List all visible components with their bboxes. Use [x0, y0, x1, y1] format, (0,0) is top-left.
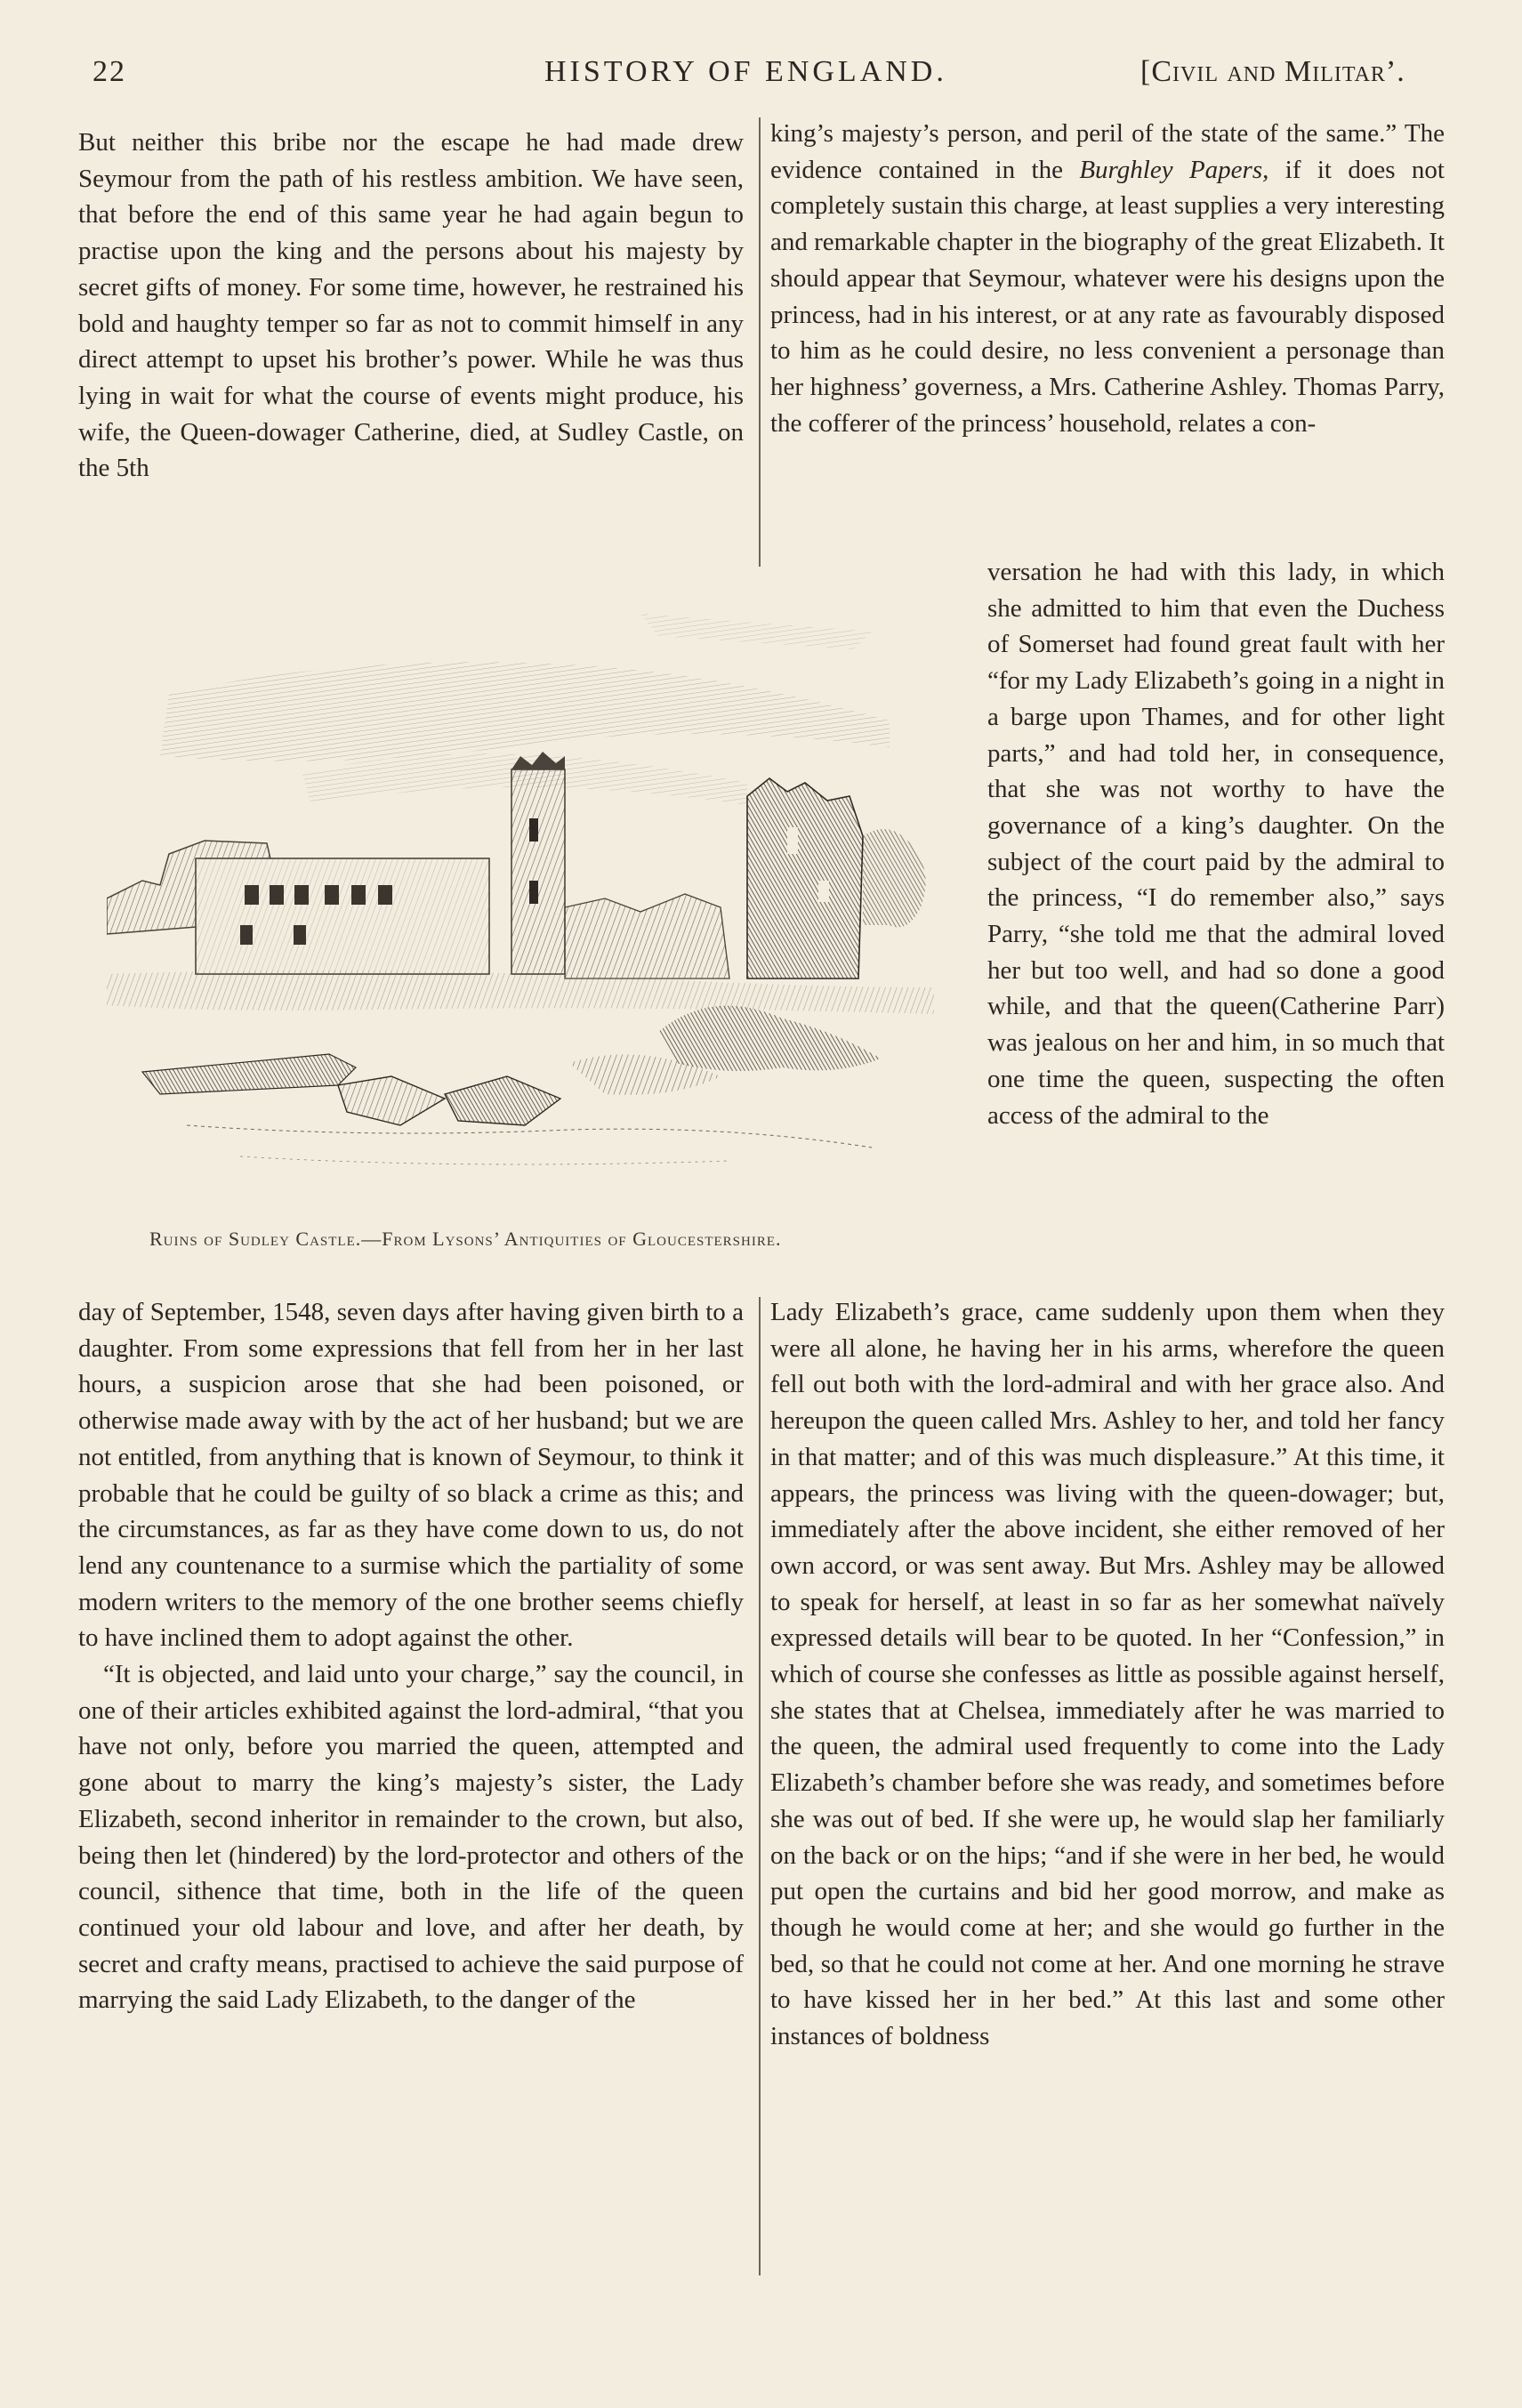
- paragraph: But neither this bribe nor the escape he had made drew Seymour from the path of his restless ambition. We have seen, that before the end of this same year he had again begun to practise upon the king and the persons about his majesty by secret gifts of money. For some time, however, he restrained his bold and haughty temper so far as not to commit himself in any direct attempt to upset his brother’s power. While he was thus lying in wait for what the course of events might produce, his wife, the Queen-dowager Catherine, died, at Sudley Castle, on the 5th: [78, 128, 744, 483]
- book-title-italic: Burghley Papers,: [1079, 155, 1269, 184]
- paragraph: “It is objected, and laid unto your charge,” say the council, in one of their articles exhibited against the lord-admiral, “that you have not only, before you married the queen, attempted and gone about to marry the king’s majesty’s sister, the Lady Elizabeth, second inheritor in remainder to the crown, but also, being then let (hindered) by the lord-protector and others of the council, sithence that time, both in the life of the queen continued your old labour and love, and after her death, by secret and crafty means, practised to achieve the said purpose of marrying the said Lady Elizabeth, to the danger of the: [78, 1660, 744, 2015]
- left-column-bottom: [78, 1294, 744, 2282]
- column-divider-top: [759, 117, 761, 567]
- column-divider-bottom: [759, 1297, 761, 2275]
- text-run: if it does not completely sustain this charge, at least supplies a very interesting and remarkable chapter in the biography of the great Elizabeth. It should appear that Seymour, whatever were his designs upon the princess, had in his interest, or at any rate as favourably disposed to him as he could desire, no less convenient a personage than her highness’ governess, a Mrs. Catherine Ashley. Thomas Parry, the cofferer of the princess’ household, relates a con-: [770, 155, 1445, 438]
- paragraph: day of September, 1548, seven days after having given birth to a daughter. From some expressions that fell from her in her last hours, a suspicion arose that she had been poisoned, or otherwise made away with by the act of her husband; but we are not entitled, from anything that is known of Seymour, to think it probable that he could be guilty of so black a crime as this; and the circumstances, as far as they have come down to us, do not lend any countenance to a surmise which the partiality of some modern writers to the memory of the one brother seems chiefly to have inclined them to adopt against the other.: [78, 1298, 744, 1653]
- left-column-top: [78, 125, 744, 569]
- running-title: HISTORY OF ENGLAND.: [544, 55, 947, 88]
- page-number: 22: [93, 55, 126, 88]
- right-column-wrap: [987, 554, 1445, 1289]
- paragraph: Lady Elizabeth’s grace, came suddenly upon them when they were all alone, he having her in his arms, wherefore the queen fell out both with the lord-admiral and with her grace also. And hereupon the queen called Mrs. Ashley to her, and told her fancy in that matter; and of this was much displeasure.” At this time, it appears, the princess was living with the queen-dowager; but, immediately after the above incident, she either removed of her own accord, or was sent away. But Mrs. Ashley may be allowed to speak for herself, at least in so far as her somewhat naïvely expressed details will bear to be quoted. In her “Confession,” in which of course she confesses as little as possible against herself, she states that at Chelsea, immediately after he was married to the queen, the admiral used frequently to come into the Lady Elizabeth’s chamber before she was ready, and sometimes before she was out of bed. If she were up, he would slap her familiarly on the back or on the hips; “and if she were in her bed, he would put open the curtains and bid her good morrow, and make as though he would come at her; and she would go further in the bed, so that he could not come at her. And one morning he strave to have kissed her in her bed.” At this last and some other instances of boldness: [770, 1298, 1445, 2051]
- right-column-top: [770, 116, 1445, 552]
- section-heading: [Civil and Militar’.: [1140, 55, 1405, 88]
- figure-caption: Ruins of Sudley Castle.—From Lysons’ Antiquities of Gloucestershire.: [149, 1228, 782, 1250]
- text-run: king’s majesty’s person, and peril of the state of the same.” The evidence contained in the: [770, 119, 1445, 184]
- sudley-castle-engraving: [107, 614, 961, 1201]
- paragraph: versation he had with this lady, in which she admitted to him that even the Duchess of Somerset had found great fault with her “for my Lady Elizabeth’s going in a night in a barge upon Thames, and for other light parts,” and had told her, in consequence, that she was not worthy to have the governance of a king’s daughter. On the subject of the court paid by the admiral to the princess, “I do remember also,” says Parry, “she told me that the admiral loved her but too well, and had so done a good while, and that the queen(Catherine Parr) was jealous on her and him, in so much that one time the queen, suspecting the often access of the admiral to the: [987, 558, 1445, 1130]
- paragraph: [770, 116, 1445, 441]
- right-column-bottom: [770, 1294, 1445, 2282]
